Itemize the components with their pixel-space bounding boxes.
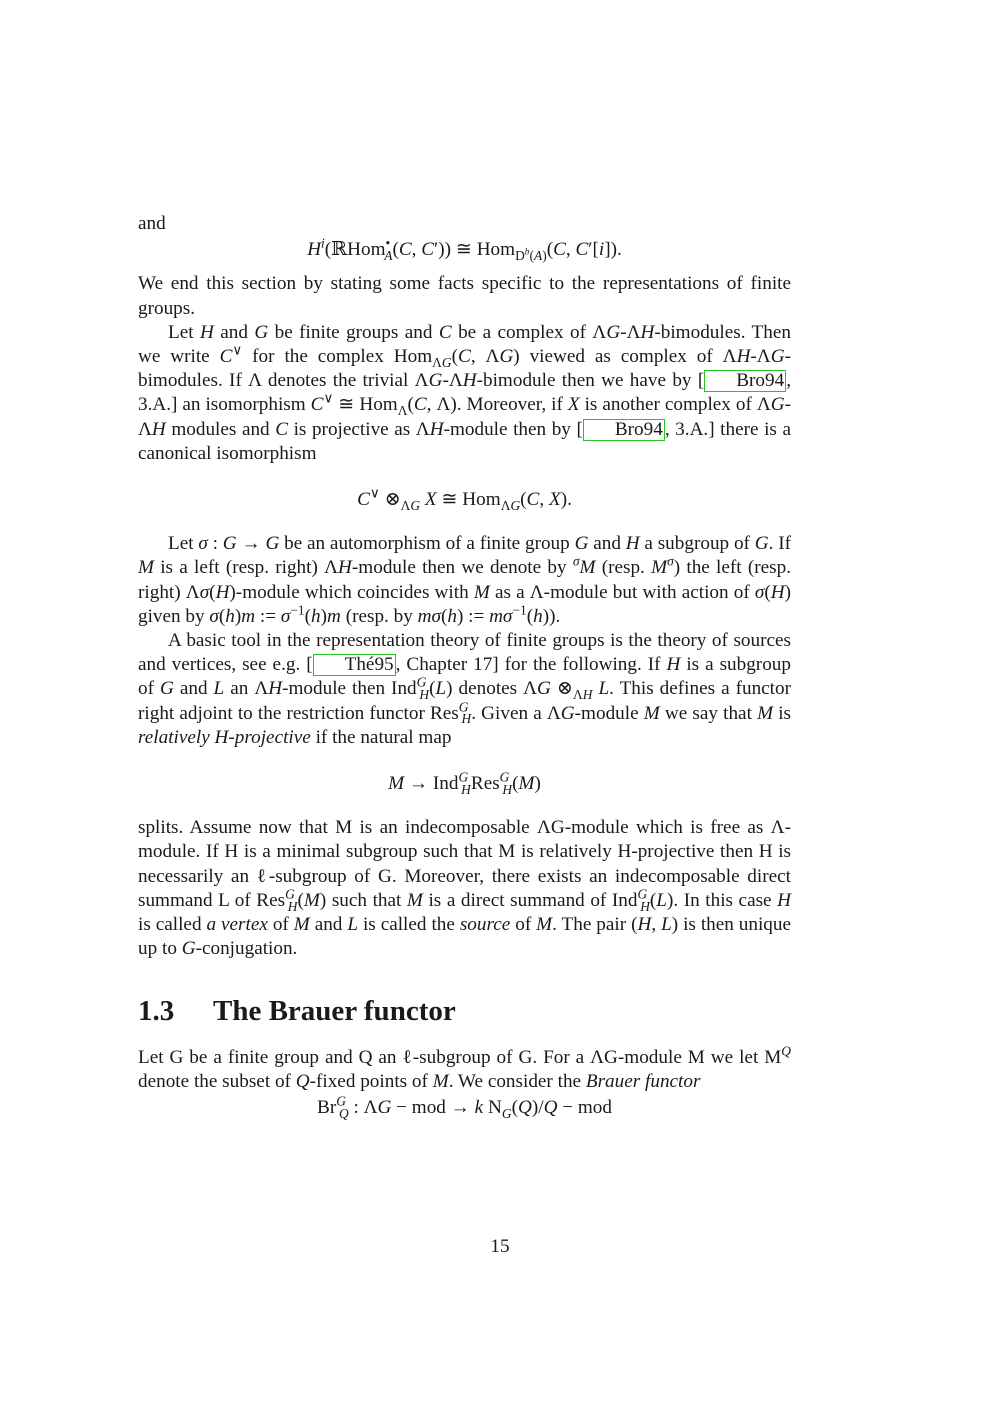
paragraph-splits-text: splits. Assume now that M is an indecomposable ΛG-module which is free as Λ-module. If H is a minimal subgroup such that M is relatively H-projective then H is necessarily an ℓ-subgroup of G. Moreover, there exists an indecomposable direct summand L of Res — [138, 817, 791, 911]
equation-brauer-functor: $Br^G_Q$ : ΛG − mod → k $N_G(Q)/Q$ − mod — [317, 1093, 612, 1121]
citation-bro94[interactable]: Bro94 — [704, 370, 786, 392]
paragraph-end-section: We end this section by stating some facts specific to the representations of finite groups. — [138, 273, 791, 319]
citation-bro94[interactable]: Bro94 — [583, 419, 665, 441]
paragraph-splits: splits. Assume now that M is an indecomposable ΛG-module which is free as Λ-module. If H is a minimal subgroup such that M is relatively H-projective then H is necessarily an ℓ-subgroup of G. Moreover, there exists an indecomposable direct summand L of Res$^G_H$(M) such that M is a direct summand of Ind$^G_H$(L). In this case H is called a vertex of M and L is called the source of M. The pair (H, L) is then unique up to G-conjugation. — [138, 817, 792, 960]
paragraph-brauer-text: Let G be a finite group and Q an ℓ-subgroup of G. For a ΛG-module M we let M — [138, 1046, 782, 1068]
paragraph-automorphism: Let σ : G → G be an automorphism of a finite group G and H a subgroup of G. If M is a left (resp. right) ΛH-module then we denote by $^\sigma$M (resp. $M^\sigma$) the left (resp. right) Λσ(H)-module which coincides with M as a Λ-module but with action of σ(H) given by σ(h)m := $\sigma^{-1}(h)m$ (resp. by mσ(h) := $m\sigma^{-1}(h)$). — [138, 533, 792, 627]
paragraph-and: and — [138, 213, 166, 234]
section-title: The Brauer functor — [213, 995, 456, 1028]
section-number: 1.3 — [138, 995, 175, 1028]
paragraph-sources-vertices: A basic tool in the representation theory of finite groups is the theory of sources and vertices, see e.g. [ Thé95 , Chapter 17] for the following. If H is a subgroup of G and L an ΛH-module then Ind$^G_H$(L) denotes ΛG $\otimes_{\Lambda H}$ L. This defines a functor right adjoint to the restriction functor Res$^G_H$. Given a ΛG-module M we say that M is relatively H-projective if the natural map — [138, 630, 791, 748]
paragraph-dual-complex: Let H and G be finite groups and C be a complex of ΛG-ΛH-bimodules. Then we write C∨ for the complex Hom$_{\Lambda G}$(C, ΛG) viewed as complex of ΛH-ΛG-bimodules. If Λ denotes the trivial ΛG-ΛH-bimodule then we have by [ Bro94 , 3.A.] an isomorphism C∨ ≅ Hom$_\Lambda$(C, Λ). Moreover, if X is another complex of ΛG-ΛH modules and C is projective as ΛH-module then by [ Bro94 , 3.A.] there is a canonical isomorphism — [138, 321, 791, 464]
section-heading — [138, 995, 791, 1028]
page-body — [138, 212, 791, 1130]
citation-the95[interactable]: Thé95 — [313, 654, 396, 676]
equation-rhom: $H^i(ℝHom^•_A(C$, C′)) ≅ Hom$_{D^b(A)}$(C, C′[i]). — [307, 235, 622, 264]
paragraph-brauer: Let G be a finite group and Q an ℓ-subgroup of G. For a ΛG-module M we let $M^Q$ denote the subset of Q-fixed points of M. We consider the Brauer functor — [138, 1043, 791, 1092]
equation-canonical-iso: C∨ $\otimes_{\Lambda G}$ X ≅ Hom$_{\Lambda G}$(C, X). — [357, 485, 572, 513]
page-number: 15 — [490, 1236, 510, 1257]
equation-natural-map: M → Ind$^G_H$Res$^G_H$(M) — [388, 769, 541, 797]
